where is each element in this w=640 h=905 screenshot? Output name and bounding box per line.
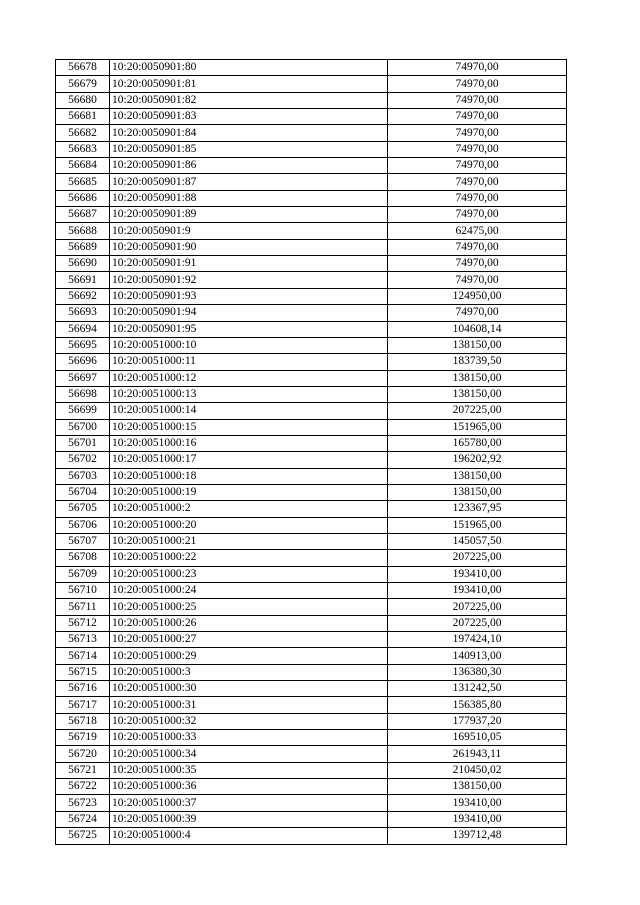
table-row bbox=[56, 452, 567, 468]
table-row bbox=[56, 566, 567, 582]
row-number-cell: 56722 bbox=[56, 779, 110, 795]
value-cell: 138150,00 bbox=[388, 779, 567, 795]
table-row bbox=[56, 354, 567, 370]
table-row bbox=[56, 681, 567, 697]
value-cell: 197424,10 bbox=[388, 632, 567, 648]
table-row bbox=[56, 76, 567, 92]
row-number-cell: 56687 bbox=[56, 207, 110, 223]
cadastral-number-cell: 10:20:0050901:81 bbox=[110, 76, 388, 92]
row-number-cell: 56681 bbox=[56, 109, 110, 125]
value-cell: 138150,00 bbox=[388, 484, 567, 500]
row-number-cell: 56694 bbox=[56, 321, 110, 337]
value-cell: 74970,00 bbox=[388, 239, 567, 255]
row-number-cell: 56692 bbox=[56, 288, 110, 304]
value-cell: 165780,00 bbox=[388, 435, 567, 451]
cadastral-number-cell: 10:20:0050901:93 bbox=[110, 288, 388, 304]
cadastral-number-cell: 10:20:0050901:90 bbox=[110, 239, 388, 255]
table-body bbox=[56, 60, 567, 845]
table-row bbox=[56, 648, 567, 664]
row-number-cell: 56682 bbox=[56, 125, 110, 141]
value-cell: 138150,00 bbox=[388, 337, 567, 353]
value-cell: 74970,00 bbox=[388, 125, 567, 141]
cadastral-number-cell: 10:20:0050901:88 bbox=[110, 190, 388, 206]
cadastral-number-cell: 10:20:0050901:89 bbox=[110, 207, 388, 223]
row-number-cell: 56684 bbox=[56, 158, 110, 174]
value-cell: 138150,00 bbox=[388, 468, 567, 484]
row-number-cell: 56707 bbox=[56, 533, 110, 549]
table-row bbox=[56, 583, 567, 599]
table-row bbox=[56, 828, 567, 844]
cadastral-number-cell: 10:20:0051000:31 bbox=[110, 697, 388, 713]
table-row bbox=[56, 109, 567, 125]
value-cell: 74970,00 bbox=[388, 207, 567, 223]
row-number-cell: 56706 bbox=[56, 517, 110, 533]
table-row bbox=[56, 125, 567, 141]
cadastral-number-cell: 10:20:0051000:22 bbox=[110, 550, 388, 566]
cadastral-number-cell: 10:20:0051000:17 bbox=[110, 452, 388, 468]
row-number-cell: 56717 bbox=[56, 697, 110, 713]
row-number-cell: 56691 bbox=[56, 272, 110, 288]
table-row bbox=[56, 337, 567, 353]
cadastral-number-cell: 10:20:0051000:35 bbox=[110, 762, 388, 778]
value-cell: 74970,00 bbox=[388, 141, 567, 157]
value-cell: 183739,50 bbox=[388, 354, 567, 370]
row-number-cell: 56710 bbox=[56, 583, 110, 599]
table-row bbox=[56, 730, 567, 746]
value-cell: 207225,00 bbox=[388, 403, 567, 419]
cadastral-number-cell: 10:20:0050901:80 bbox=[110, 60, 388, 76]
value-cell: 193410,00 bbox=[388, 566, 567, 582]
cadastral-number-cell: 10:20:0051000:32 bbox=[110, 713, 388, 729]
value-cell: 207225,00 bbox=[388, 550, 567, 566]
data-table bbox=[55, 59, 567, 845]
table-row bbox=[56, 174, 567, 190]
value-cell: 74970,00 bbox=[388, 92, 567, 108]
value-cell: 74970,00 bbox=[388, 60, 567, 76]
row-number-cell: 56705 bbox=[56, 501, 110, 517]
cadastral-number-cell: 10:20:0051000:39 bbox=[110, 811, 388, 827]
table-row bbox=[56, 305, 567, 321]
table-row bbox=[56, 190, 567, 206]
value-cell: 74970,00 bbox=[388, 305, 567, 321]
cadastral-number-cell: 10:20:0051000:12 bbox=[110, 370, 388, 386]
value-cell: 74970,00 bbox=[388, 158, 567, 174]
value-cell: 74970,00 bbox=[388, 256, 567, 272]
cadastral-number-cell: 10:20:0051000:18 bbox=[110, 468, 388, 484]
cadastral-number-cell: 10:20:0051000:3 bbox=[110, 664, 388, 680]
cadastral-number-cell: 10:20:0050901:86 bbox=[110, 158, 388, 174]
row-number-cell: 56690 bbox=[56, 256, 110, 272]
table-row bbox=[56, 435, 567, 451]
cadastral-number-cell: 10:20:0051000:36 bbox=[110, 779, 388, 795]
cadastral-number-cell: 10:20:0051000:30 bbox=[110, 681, 388, 697]
table-row bbox=[56, 288, 567, 304]
row-number-cell: 56679 bbox=[56, 76, 110, 92]
value-cell: 74970,00 bbox=[388, 109, 567, 125]
cadastral-number-cell: 10:20:0050901:83 bbox=[110, 109, 388, 125]
table-row bbox=[56, 272, 567, 288]
table-row bbox=[56, 550, 567, 566]
table-row bbox=[56, 419, 567, 435]
value-cell: 104608,14 bbox=[388, 321, 567, 337]
row-number-cell: 56720 bbox=[56, 746, 110, 762]
table-row bbox=[56, 158, 567, 174]
cadastral-number-cell: 10:20:0051000:13 bbox=[110, 386, 388, 402]
value-cell: 196202,92 bbox=[388, 452, 567, 468]
value-cell: 74970,00 bbox=[388, 76, 567, 92]
table-row bbox=[56, 403, 567, 419]
cadastral-number-cell: 10:20:0051000:20 bbox=[110, 517, 388, 533]
table-row bbox=[56, 484, 567, 500]
table-row bbox=[56, 386, 567, 402]
value-cell: 74970,00 bbox=[388, 190, 567, 206]
value-cell: 177937,20 bbox=[388, 713, 567, 729]
row-number-cell: 56715 bbox=[56, 664, 110, 680]
table-row bbox=[56, 779, 567, 795]
cadastral-number-cell: 10:20:0050901:92 bbox=[110, 272, 388, 288]
value-cell: 210450,02 bbox=[388, 762, 567, 778]
cadastral-number-cell: 10:20:0050901:85 bbox=[110, 141, 388, 157]
cadastral-number-cell: 10:20:0051000:2 bbox=[110, 501, 388, 517]
cadastral-number-cell: 10:20:0050901:9 bbox=[110, 223, 388, 239]
row-number-cell: 56711 bbox=[56, 599, 110, 615]
table-row bbox=[56, 599, 567, 615]
row-number-cell: 56683 bbox=[56, 141, 110, 157]
cadastral-number-cell: 10:20:0050901:84 bbox=[110, 125, 388, 141]
value-cell: 138150,00 bbox=[388, 386, 567, 402]
cadastral-number-cell: 10:20:0051000:10 bbox=[110, 337, 388, 353]
cadastral-number-cell: 10:20:0051000:14 bbox=[110, 403, 388, 419]
table-row bbox=[56, 632, 567, 648]
value-cell: 193410,00 bbox=[388, 795, 567, 811]
row-number-cell: 56723 bbox=[56, 795, 110, 811]
value-cell: 207225,00 bbox=[388, 615, 567, 631]
row-number-cell: 56685 bbox=[56, 174, 110, 190]
row-number-cell: 56686 bbox=[56, 190, 110, 206]
row-number-cell: 56724 bbox=[56, 811, 110, 827]
row-number-cell: 56703 bbox=[56, 468, 110, 484]
row-number-cell: 56698 bbox=[56, 386, 110, 402]
row-number-cell: 56709 bbox=[56, 566, 110, 582]
row-number-cell: 56721 bbox=[56, 762, 110, 778]
table-row bbox=[56, 239, 567, 255]
table-row bbox=[56, 811, 567, 827]
row-number-cell: 56696 bbox=[56, 354, 110, 370]
table-row bbox=[56, 517, 567, 533]
cadastral-number-cell: 10:20:0050901:82 bbox=[110, 92, 388, 108]
cadastral-number-cell: 10:20:0050901:94 bbox=[110, 305, 388, 321]
value-cell: 156385,80 bbox=[388, 697, 567, 713]
cadastral-number-cell: 10:20:0051000:23 bbox=[110, 566, 388, 582]
cadastral-number-cell: 10:20:0051000:27 bbox=[110, 632, 388, 648]
row-number-cell: 56689 bbox=[56, 239, 110, 255]
row-number-cell: 56713 bbox=[56, 632, 110, 648]
cadastral-number-cell: 10:20:0051000:33 bbox=[110, 730, 388, 746]
cadastral-number-cell: 10:20:0050901:87 bbox=[110, 174, 388, 190]
table-row bbox=[56, 223, 567, 239]
table-row bbox=[56, 256, 567, 272]
value-cell: 124950,00 bbox=[388, 288, 567, 304]
table-row bbox=[56, 697, 567, 713]
table-row bbox=[56, 762, 567, 778]
table-row bbox=[56, 746, 567, 762]
cadastral-number-cell: 10:20:0051000:37 bbox=[110, 795, 388, 811]
value-cell: 74970,00 bbox=[388, 174, 567, 190]
cadastral-number-cell: 10:20:0050901:95 bbox=[110, 321, 388, 337]
row-number-cell: 56697 bbox=[56, 370, 110, 386]
cadastral-number-cell: 10:20:0051000:11 bbox=[110, 354, 388, 370]
table-row bbox=[56, 92, 567, 108]
value-cell: 169510,05 bbox=[388, 730, 567, 746]
value-cell: 151965,00 bbox=[388, 419, 567, 435]
cadastral-number-cell: 10:20:0051000:26 bbox=[110, 615, 388, 631]
row-number-cell: 56712 bbox=[56, 615, 110, 631]
cadastral-number-cell: 10:20:0051000:4 bbox=[110, 828, 388, 844]
table-row bbox=[56, 713, 567, 729]
table-row bbox=[56, 615, 567, 631]
row-number-cell: 56725 bbox=[56, 828, 110, 844]
row-number-cell: 56700 bbox=[56, 419, 110, 435]
value-cell: 131242,50 bbox=[388, 681, 567, 697]
cadastral-number-cell: 10:20:0051000:29 bbox=[110, 648, 388, 664]
value-cell: 261943,11 bbox=[388, 746, 567, 762]
row-number-cell: 56680 bbox=[56, 92, 110, 108]
value-cell: 193410,00 bbox=[388, 811, 567, 827]
table-row bbox=[56, 370, 567, 386]
value-cell: 193410,00 bbox=[388, 583, 567, 599]
cadastral-number-cell: 10:20:0050901:91 bbox=[110, 256, 388, 272]
value-cell: 151965,00 bbox=[388, 517, 567, 533]
value-cell: 145057,50 bbox=[388, 533, 567, 549]
row-number-cell: 56718 bbox=[56, 713, 110, 729]
cadastral-number-cell: 10:20:0051000:16 bbox=[110, 435, 388, 451]
table-row bbox=[56, 141, 567, 157]
table-row bbox=[56, 321, 567, 337]
row-number-cell: 56701 bbox=[56, 435, 110, 451]
row-number-cell: 56702 bbox=[56, 452, 110, 468]
value-cell: 74970,00 bbox=[388, 272, 567, 288]
row-number-cell: 56688 bbox=[56, 223, 110, 239]
cadastral-number-cell: 10:20:0051000:19 bbox=[110, 484, 388, 500]
row-number-cell: 56716 bbox=[56, 681, 110, 697]
table-row bbox=[56, 501, 567, 517]
row-number-cell: 56678 bbox=[56, 60, 110, 76]
row-number-cell: 56714 bbox=[56, 648, 110, 664]
cadastral-number-cell: 10:20:0051000:34 bbox=[110, 746, 388, 762]
table-row bbox=[56, 468, 567, 484]
table-row bbox=[56, 533, 567, 549]
cadastral-number-cell: 10:20:0051000:24 bbox=[110, 583, 388, 599]
value-cell: 139712,48 bbox=[388, 828, 567, 844]
table-row bbox=[56, 664, 567, 680]
cadastral-number-cell: 10:20:0051000:21 bbox=[110, 533, 388, 549]
row-number-cell: 56695 bbox=[56, 337, 110, 353]
row-number-cell: 56719 bbox=[56, 730, 110, 746]
row-number-cell: 56704 bbox=[56, 484, 110, 500]
value-cell: 138150,00 bbox=[388, 370, 567, 386]
cadastral-number-cell: 10:20:0051000:25 bbox=[110, 599, 388, 615]
cadastral-number-cell: 10:20:0051000:15 bbox=[110, 419, 388, 435]
row-number-cell: 56693 bbox=[56, 305, 110, 321]
row-number-cell: 56708 bbox=[56, 550, 110, 566]
value-cell: 140913,00 bbox=[388, 648, 567, 664]
value-cell: 136380,30 bbox=[388, 664, 567, 680]
table-row bbox=[56, 207, 567, 223]
value-cell: 207225,00 bbox=[388, 599, 567, 615]
row-number-cell: 56699 bbox=[56, 403, 110, 419]
value-cell: 123367,95 bbox=[388, 501, 567, 517]
table-row bbox=[56, 60, 567, 76]
value-cell: 62475,00 bbox=[388, 223, 567, 239]
table-row bbox=[56, 795, 567, 811]
